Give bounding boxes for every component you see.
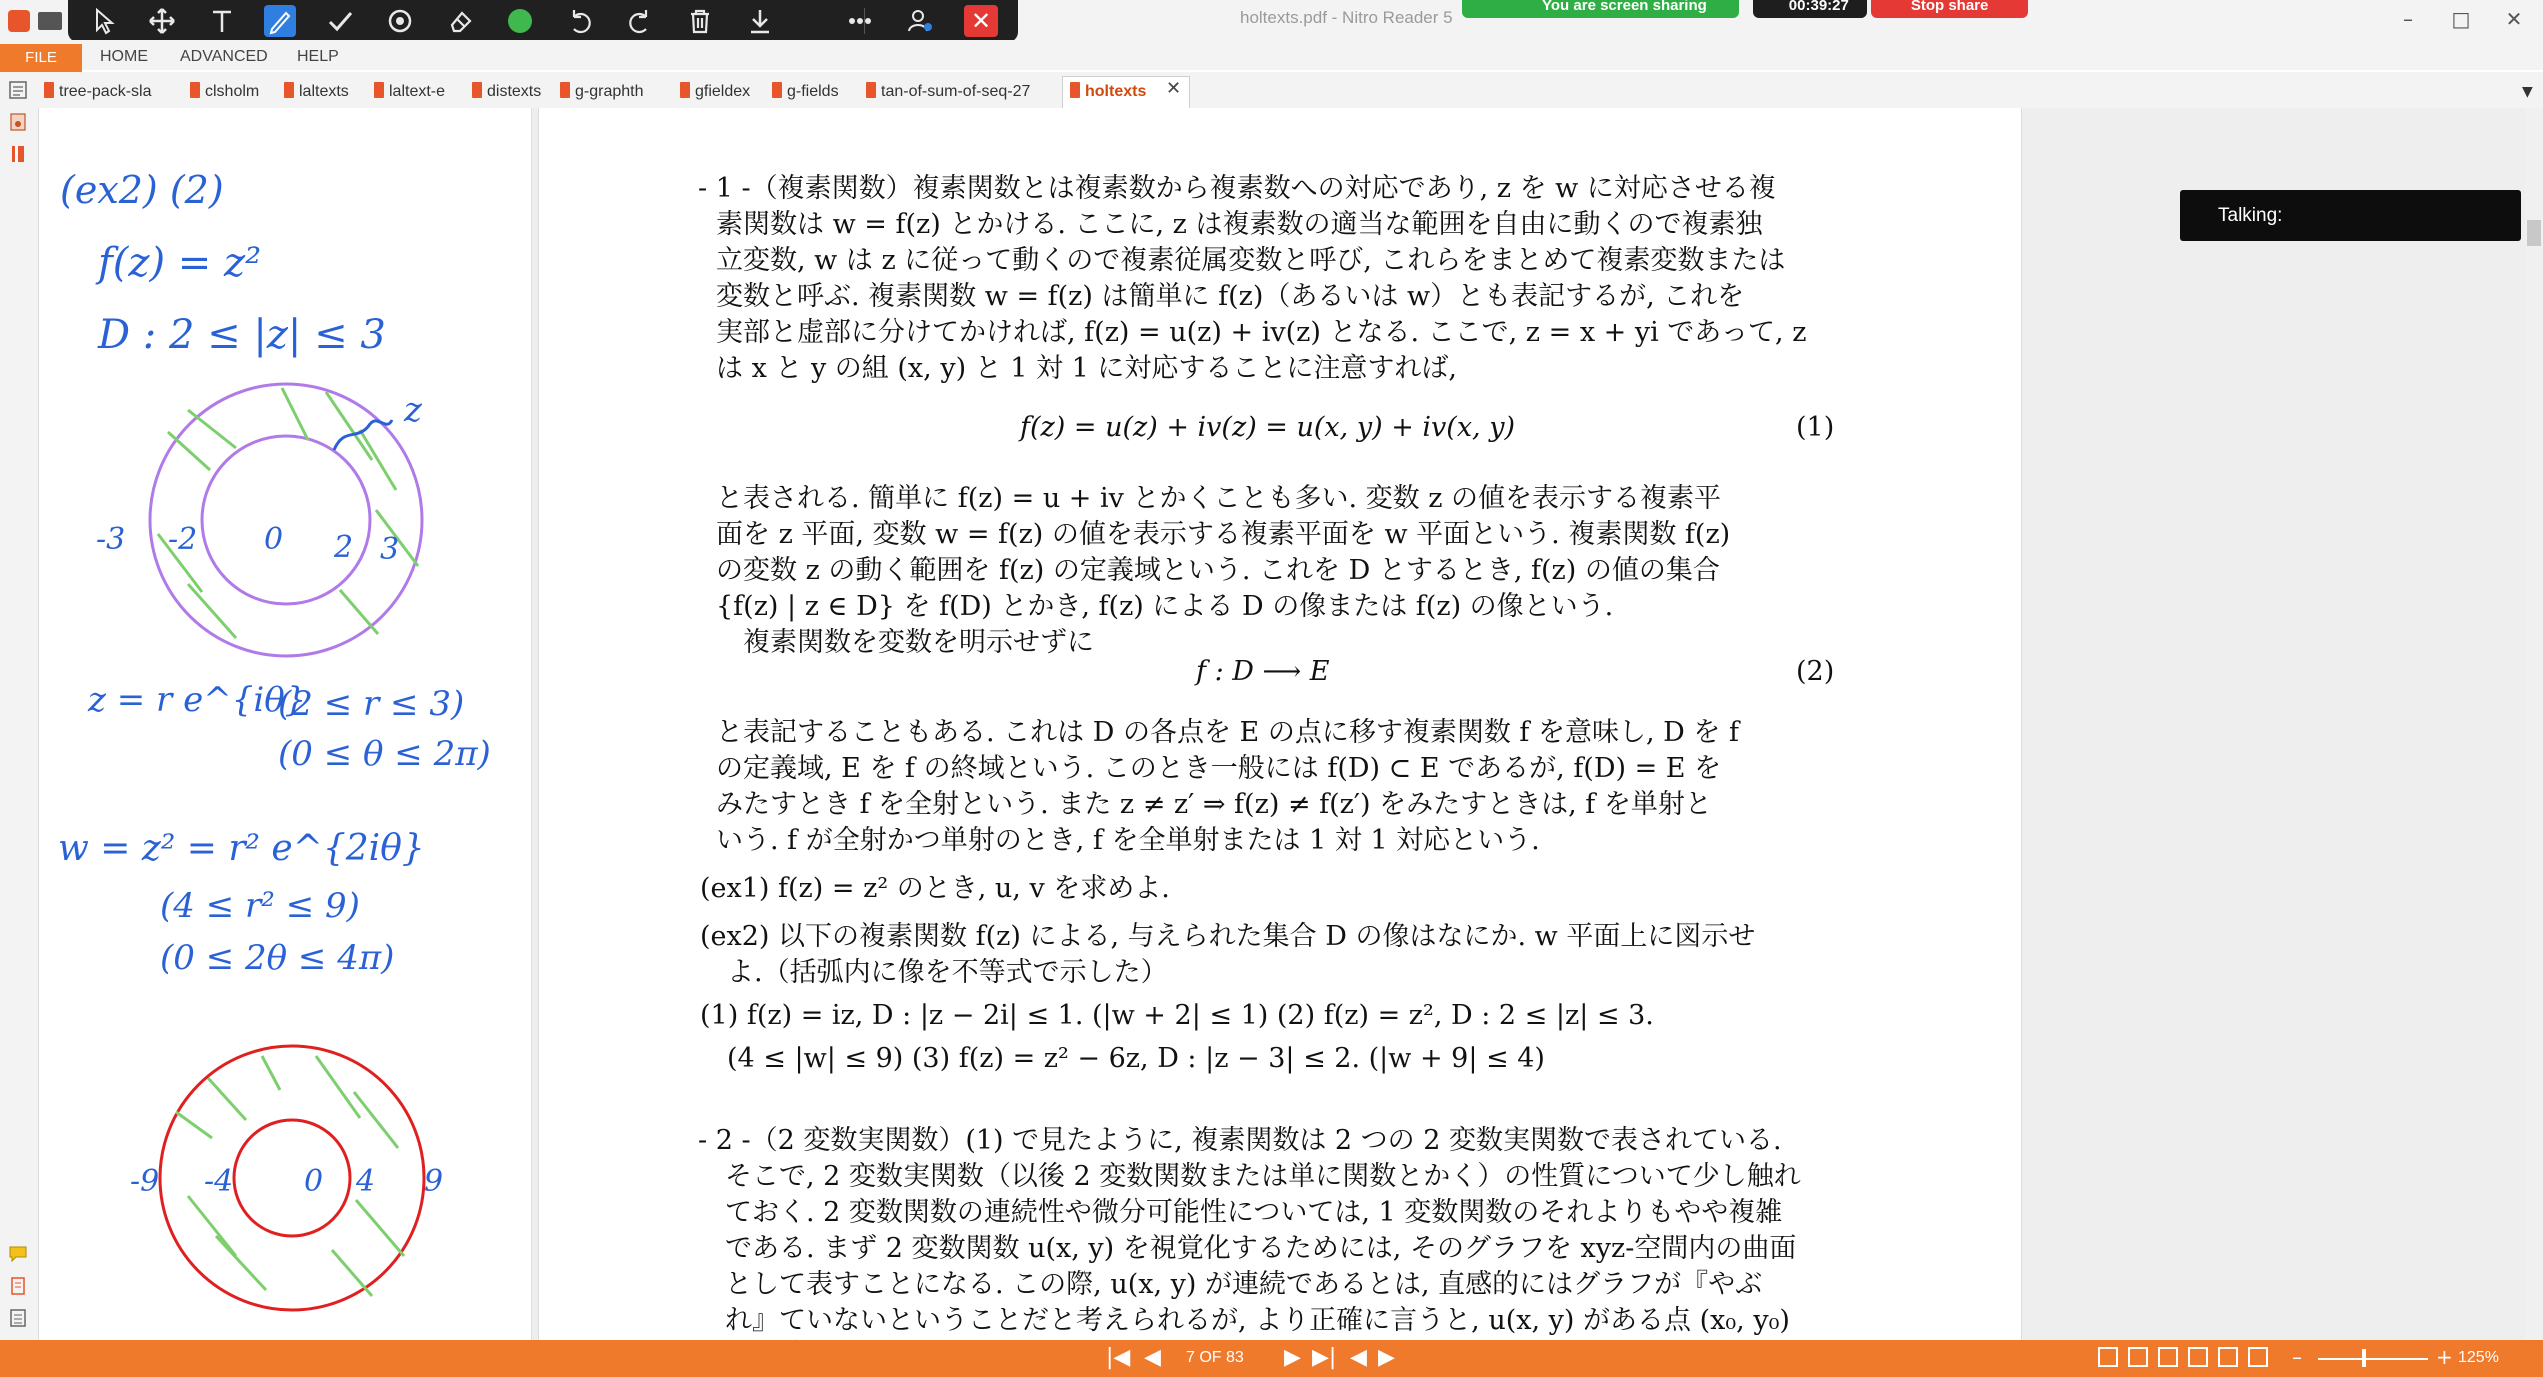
doc-tab-label: g-fields [787, 83, 839, 100]
zoom-level[interactable]: 125% [2458, 1349, 2499, 1366]
pdf-file-icon [1070, 82, 1080, 98]
note-tick: 4 [356, 1164, 376, 1199]
pdf-text-line: である. まず 2 変数関数 u(x, y) を視覚化するためには, そのグラフを xyz-空間内の曲面 [698, 1233, 1797, 1264]
file-menu-tab[interactable]: FILE [0, 44, 82, 72]
facing-view-icon[interactable] [2158, 1347, 2178, 1367]
bookmarks-panel-icon[interactable] [8, 112, 28, 132]
pdf-file-icon [772, 82, 782, 98]
fit-page-icon[interactable] [2248, 1347, 2268, 1367]
download-icon[interactable] [744, 5, 776, 37]
equation-1: f(z) = u(z) + iv(z) = u(x, y) + iv(x, y) [1020, 412, 1516, 443]
pdf-text-line: 実部と虚部に分けてかければ, f(z) = u(z) + iv(z) となる. ここで, z = x + yi であって, z [716, 317, 1807, 348]
exercise-2-line: よ.（括弧内に像を不等式で示した） [700, 957, 1168, 988]
pdf-text-line: いう. f が全射かつ単射のとき, f を全単射または 1 対 1 対応という. [716, 825, 1540, 856]
fit-width-icon[interactable] [2218, 1347, 2238, 1367]
exercise-1: (ex1) f(z) = z² のとき, u, v を求めよ. [700, 873, 1170, 904]
zoom-out-button[interactable]: – [2292, 1345, 2302, 1369]
window-title: holtexts.pdf - Nitro Reader 5 [1240, 8, 1453, 27]
files-panel-icon[interactable] [8, 1276, 28, 1296]
pdf-text-line: 複素関数を変数を明示せずに [716, 627, 1094, 658]
equation-number-2: (2) [1796, 656, 1835, 687]
pdf-file-icon [560, 82, 570, 98]
pdf-text-line: と表される. 簡単に f(z) = u + iv とかくことも多い. 変数 z の値を表示する複素平 [716, 483, 1722, 514]
check-icon[interactable] [324, 5, 356, 37]
doc-tab-label: holtexts [1085, 83, 1147, 100]
note-tick: 3 [380, 532, 400, 567]
doc-tab-label: laltexts [299, 83, 349, 100]
move-icon[interactable] [146, 5, 178, 37]
outer-circle [150, 384, 422, 656]
inner-circle [234, 1120, 350, 1236]
pdf-text-line: の定義域, E を f の終域という. このとき一般には f(D) ⊂ E であるが, f(D) = E を [716, 753, 1722, 784]
tab-help[interactable]: HELP [297, 48, 339, 65]
note-w-equation: w = z² = r² e^{2iθ} [58, 828, 425, 869]
color-dot-icon[interactable] [504, 5, 536, 37]
comments-panel-icon[interactable] [8, 1244, 28, 1264]
tabs-dropdown-icon[interactable]: ▼ [2522, 84, 2533, 100]
stop-share-button[interactable]: Stop share [1871, 0, 2029, 18]
doc-tab[interactable] [190, 82, 259, 101]
stamp-icon[interactable] [384, 5, 416, 37]
note-tick: -2 [168, 522, 198, 557]
doc-tab-label: tan-of-sum-of-seq-27 [881, 83, 1031, 100]
zoom-slider[interactable] [2318, 1358, 2428, 1360]
page-number-indicator[interactable]: 7 OF 83 [1186, 1349, 1244, 1366]
note-polar-form: z = r e^{iθ} [88, 680, 307, 720]
doc-tab-label: gfieldex [695, 83, 751, 100]
outer-circle [160, 1046, 424, 1310]
pdf-file-icon [374, 82, 384, 98]
minimize-button[interactable]: – [2403, 7, 2413, 31]
zoom-in-button[interactable]: + [2436, 1345, 2453, 1369]
pdf-file-icon [44, 82, 54, 98]
first-page-icon[interactable]: |◀ [1106, 1345, 1131, 1370]
doc-tab[interactable] [772, 82, 839, 101]
screen-share-bar [1462, 0, 2028, 18]
pdf-text-line: として表すことになる. この際, u(x, y) が連続であるとは, 直感的にはグラフが『やぶ [698, 1269, 1763, 1300]
close-icon[interactable]: ✕ [964, 5, 998, 37]
note-tick: -3 [96, 522, 126, 557]
hatch-lines [158, 388, 418, 638]
trash-icon[interactable] [684, 5, 716, 37]
pdf-text-line [698, 1332, 941, 1340]
eraser-icon[interactable] [444, 5, 476, 37]
next-page-icon[interactable]: ▶ [1284, 1345, 1301, 1370]
single-page-view-icon[interactable] [2098, 1347, 2118, 1367]
pdf-text-line: みたすとき f を全射という. また z ≠ z′ ⇒ f(z) ≠ f(z′) をみたすときは, f を単射と [716, 789, 1712, 820]
doc-tab[interactable] [44, 82, 151, 101]
pen-icon[interactable] [264, 5, 296, 37]
last-page-icon[interactable]: ▶| [1312, 1345, 1337, 1370]
pdf-text-line: の変数 z の動く範囲を f(z) の定義域という. これを D とするとき, f(z) の値の集合 [716, 555, 1720, 586]
doc-tab-label: distexts [487, 83, 542, 100]
note-tick: 0 [304, 1164, 324, 1199]
note-exercise-label: (ex2) (2) [60, 168, 224, 212]
pdf-file-icon [190, 82, 200, 98]
doc-tab-active[interactable] [1070, 82, 1146, 101]
pages-panel-icon[interactable] [8, 80, 28, 100]
note-domain: D : 2 ≤ |z| ≤ 3 [98, 312, 386, 358]
pdf-file-icon [866, 82, 876, 98]
open-folder-icon[interactable] [38, 12, 62, 30]
maximize-button[interactable]: □ [2451, 7, 2471, 31]
note-tick: 0 [264, 522, 284, 557]
redo-icon[interactable] [624, 5, 656, 37]
annulus-sketch-z [40, 370, 520, 670]
talking-indicator: Talking: [2180, 190, 2521, 241]
equation-2: f : D ⟶ E [1196, 656, 1330, 687]
doc-tab[interactable] [560, 82, 644, 101]
doc-tab[interactable] [374, 82, 445, 101]
pdf-text-line: - 2 -（2 変数実関数）(1) で見たように, 複素関数は 2 つの 2 変数実関数で表されている. [698, 1125, 1782, 1156]
note-tick: -9 [130, 1164, 160, 1199]
continuous-view-icon[interactable] [2128, 1347, 2148, 1367]
close-tab-icon[interactable]: ✕ [1166, 78, 1182, 99]
exercise-item-line: (1) f(z) = iz, D : |z − 2i| ≤ 1. (|w + 2| ≤ 1) (2) f(z) = z², D : 2 ≤ |z| ≤ 3. [700, 1000, 1654, 1031]
facing-continuous-view-icon[interactable] [2188, 1347, 2208, 1367]
participants-icon[interactable] [904, 5, 936, 37]
select-arrow-icon[interactable] [88, 5, 120, 37]
pdf-file-icon [680, 82, 690, 98]
pdf-file-icon [284, 82, 294, 98]
pdf-text-line: ておく. 2 変数関数の連続性や微分可能性については, 1 変数関数のそれよりもやや複雑 [698, 1197, 1783, 1228]
app-logo-icon [8, 10, 30, 32]
pdf-text-line: れ』ていないということだと考えられるが, より正確に言うと, u(x, y) がある点 (x₀, y₀) [698, 1305, 1790, 1336]
undo-icon[interactable] [564, 5, 596, 37]
more-icon[interactable] [844, 5, 876, 37]
pdf-text-line: 変数と呼ぶ. 複素関数 w = f(z) は簡単に f(z)（あるいは w）とも表記するが, これを [716, 281, 1745, 312]
note-function: f(z) = z² [98, 240, 262, 286]
annulus-sketch-w [40, 1020, 520, 1320]
output-panel-icon[interactable] [8, 1308, 28, 1328]
pdf-text-line: 素関数は w = f(z) とかける. ここに, z は複素数の適当な範囲を自由に動くので複素独 [716, 209, 1763, 240]
note-tick: -4 [204, 1164, 234, 1199]
doc-tab-label: clsholm [205, 83, 260, 100]
doc-tab[interactable] [680, 82, 750, 101]
exercise-2-line: (ex2) 以下の複素関数 f(z) による, 与えられた集合 D の像はなにか. w 平面上に図示せ [700, 921, 1756, 952]
note-polar-theta-range: (0 ≤ θ ≤ 2π) [278, 734, 491, 774]
note-z-label: z [404, 390, 422, 430]
screen-share-status: You are screen sharing [1462, 0, 1739, 18]
equation-number-1: (1) [1796, 412, 1835, 443]
note-w-theta-range: (0 ≤ 2θ ≤ 4π) [160, 938, 395, 978]
ribbon [0, 40, 2543, 70]
pdf-text-line: は x と y の組 (x, y) と 1 対 1 に対応することに注意すれば, [716, 353, 1457, 384]
next-view-icon[interactable]: ▶ [1378, 1345, 1395, 1370]
doc-tab-label: g-graphth [575, 83, 644, 100]
pdf-text-line: 立変数, w は z に従って動くので複素従属変数と呼び, これらをまとめて複素変数または [716, 245, 1786, 276]
left-sidebar [0, 108, 39, 1340]
previous-view-icon[interactable]: ◀ [1350, 1345, 1367, 1370]
vertical-scrollbar[interactable] [2525, 108, 2543, 1340]
note-polar-r-range: (2 ≤ r ≤ 3) [278, 684, 465, 724]
pdf-text-line: - 1 -（複素関数）複素関数とは複素数から複素数への対応であり, z を w に対応させる複 [698, 173, 1776, 204]
pdf-text-line: と表記することもある. これは D の各点を E の点に移す複素関数 f を意味し, D を f [716, 717, 1739, 748]
tab-advanced[interactable]: ADVANCED [180, 48, 268, 65]
screen-share-timer[interactable]: 00:39:27 [1753, 0, 1867, 18]
attachments-panel-icon[interactable] [8, 144, 28, 164]
pdf-text-line: 面を z 平面, 変数 w = f(z) の値を表示する複素平面を w 平面という. 複素関数 f(z) [716, 519, 1731, 550]
text-icon[interactable] [206, 5, 238, 37]
close-window-button[interactable]: ✕ [2505, 7, 2523, 31]
doc-tab-label: tree-pack-sla [59, 83, 152, 100]
doc-tab-label: laltext-e [389, 83, 446, 100]
exercise-item-line: (4 ≤ |w| ≤ 9) (3) f(z) = z² − 6z, D : |z − 3| ≤ 2. (|w + 9| ≤ 4) [700, 1043, 1545, 1074]
zoom-slider-thumb[interactable] [2362, 1349, 2366, 1367]
pdf-text-line: そこで, 2 変数実関数（以後 2 変数関数または単に関数とかく）の性質について少し触れ [698, 1161, 1801, 1192]
annotation-toolbar [68, 0, 1018, 42]
scrollbar-thumb[interactable] [2527, 220, 2541, 246]
doc-tab[interactable] [284, 82, 349, 101]
pdf-text-line: {f(z) | z ∈ D} を f(D) とかき, f(z) による D の像または f(z) の像という. [716, 591, 1614, 622]
doc-tab[interactable] [866, 82, 1030, 101]
inner-circle [202, 436, 370, 604]
note-w-r-range: (4 ≤ r² ≤ 9) [160, 886, 360, 926]
note-tick: 2 [334, 530, 354, 565]
doc-tab[interactable] [472, 82, 541, 101]
previous-page-icon[interactable]: ◀ [1144, 1345, 1161, 1370]
pdf-file-icon [472, 82, 482, 98]
tab-home[interactable]: HOME [100, 48, 148, 65]
note-tick: 9 [424, 1164, 444, 1199]
